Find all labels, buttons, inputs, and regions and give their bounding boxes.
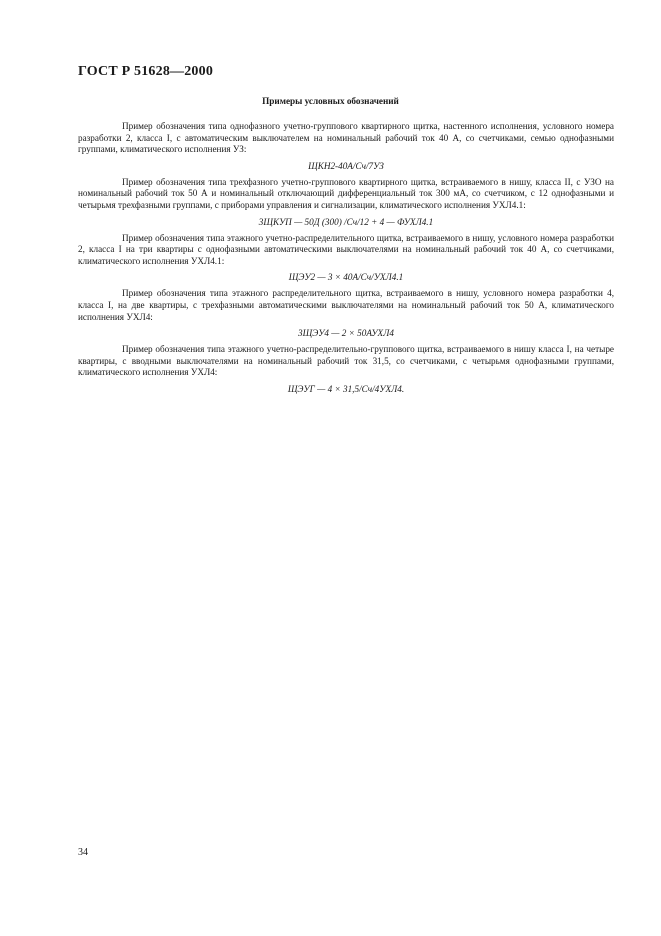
example-formula-2: 3ЩКУП — 50Д (300) /Сч/12 + 4 — ФУХЛ4.1: [258, 216, 434, 227]
examples-body: [78, 121, 614, 400]
example-formula-1: ЩКН2-40А/Сч/7УЗ: [308, 160, 384, 171]
example-paragraph-1: Пример обозначения типа однофазного учетно-группового квартирного щитка, настенного исполнения, условного номера разработки 2, класса I, с автоматическим выключателем на номинальный рабочий ток 40 А, со счетчиками, семью однофазными группами, климатического исполнения УЗ:: [78, 121, 614, 155]
page-number: 34: [78, 847, 88, 858]
example-formula-3: ЩЭУ2 — 3 × 40А/Сч/УХЛ4.1: [288, 272, 404, 283]
example-formula-4: 3ЩЭУ4 — 2 × 50АУХЛ4: [298, 328, 394, 339]
example-paragraph-5: Пример обозначения типа этажного учетно-распределительно-группового щитка, встраиваемого в нишу класса I, на четыре квартиры, с вводными выключателями на номинальный рабочий ток 31,5, со счетчиками, с четырьмя однофазными группами, климатического исполнения УХЛ4:: [78, 344, 614, 378]
example-paragraph-4: Пример обозначения типа этажного распределительного щитка, встраиваемого в нишу, условного номера разработки 4, класса I, на две квартиры, с трехфазными автоматическими выключателями на номинальный рабочий ток 50 А, климатического исполнения УХЛ4:: [78, 288, 614, 322]
example-paragraph-3: Пример обозначения типа этажного учетно-распределительного щитка, встраиваемого в нишу, условного номера разработки 2, класса I на три квартиры с однофазными автоматическими выключателями на номинальный рабочий ток 40 А, со счетчиками, климатического исполнения УХЛ4.1:: [78, 232, 614, 266]
document-header: ГОСТ Р 51628—2000: [78, 64, 214, 79]
example-formula-5: ЩЭУГ — 4 × 31,5/Сч/4УХЛ4.: [287, 383, 405, 394]
example-paragraph-2: Пример обозначения типа трехфазного учетно-группового квартирного щитка, встраиваемого в нишу, класса II, с УЗО на номинальный рабочий ток 50 А и номинальный отключающий дифференциальный ток 300 мА, со счетчиком, с 12 однофазными и четырьмя трехфазными группами, с приборами управления и сигнализации, климатического исполнения УХЛ4.1:: [78, 176, 614, 210]
section-title: Примеры условных обозначений: [262, 96, 399, 106]
